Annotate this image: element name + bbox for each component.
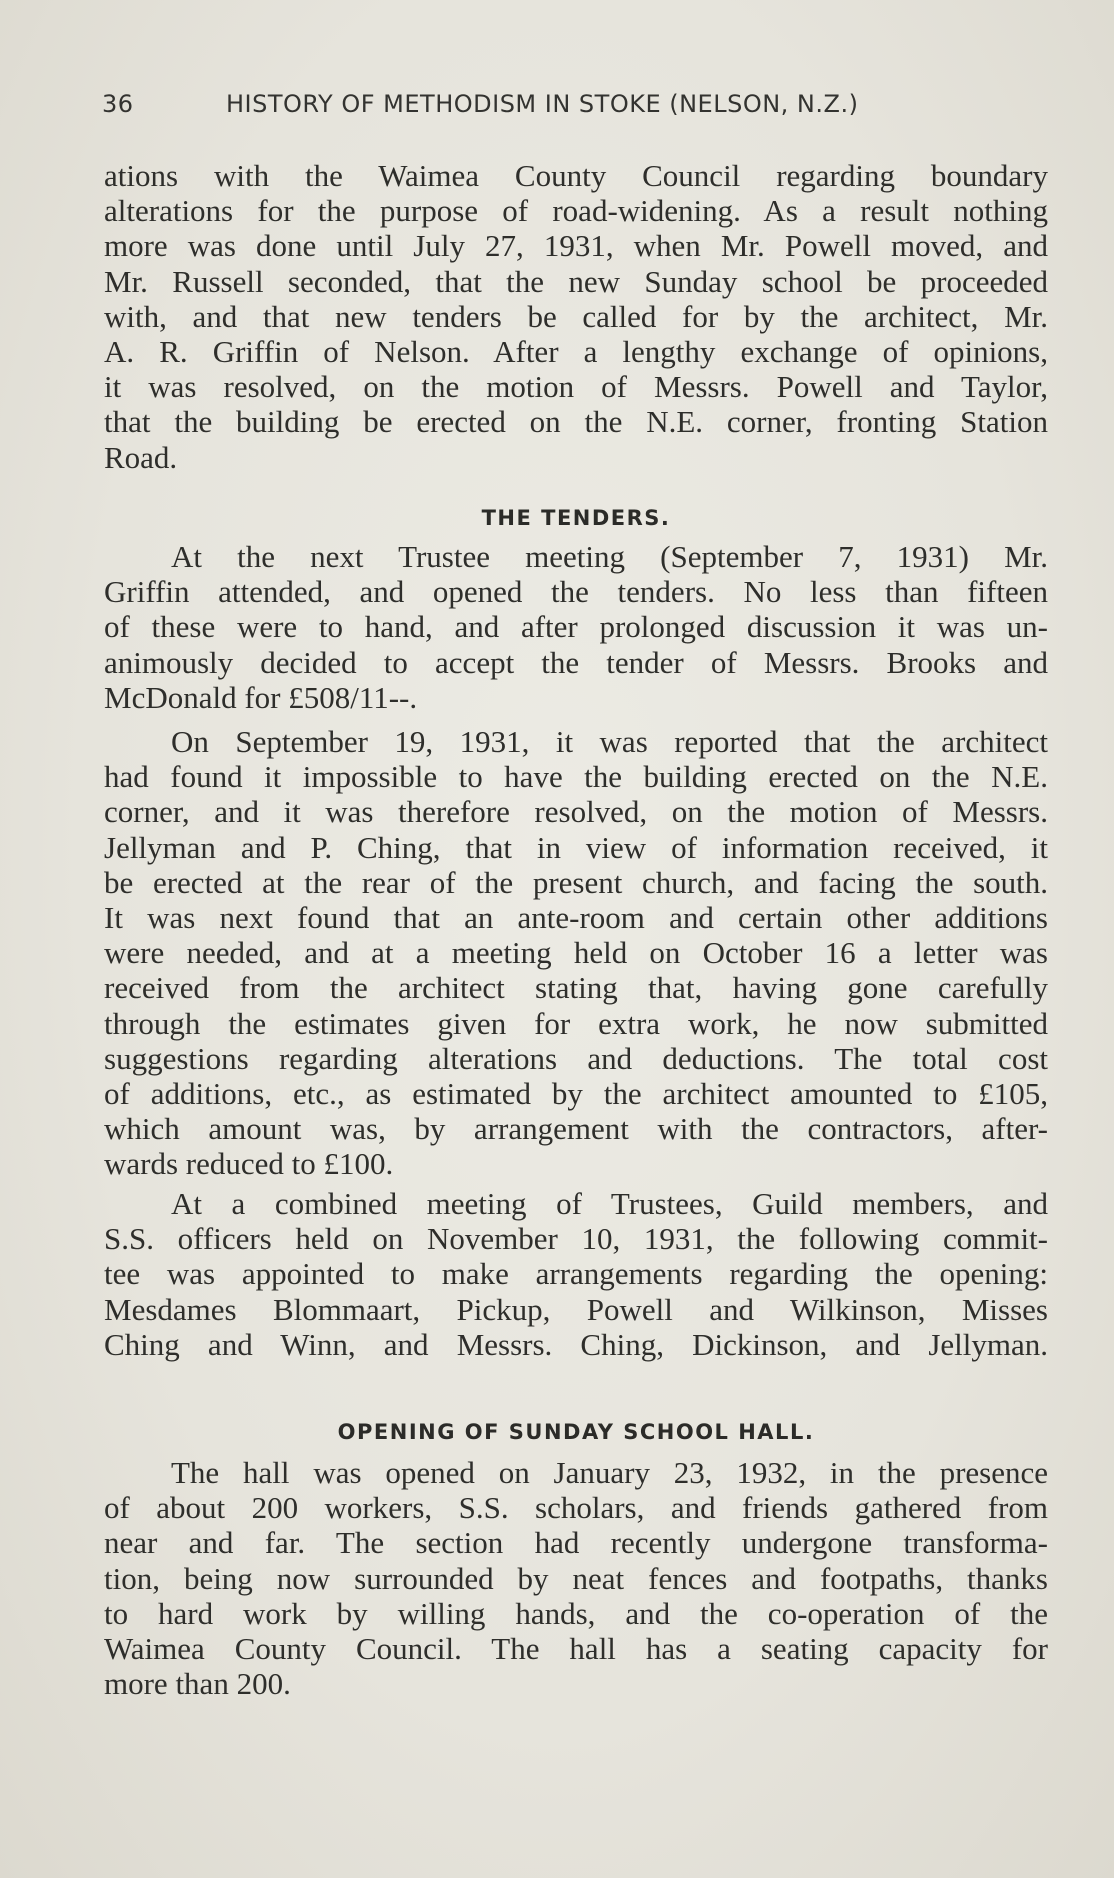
text-line: were needed, and at a meeting held on October 16 a letter was (104, 935, 1048, 971)
text-line: of these were to hand, and after prolonged discussion it was un- (104, 609, 1048, 645)
text-line: It was next found that an ante-room and certain other additions (104, 899, 1048, 935)
text-line: A. R. Griffin of Nelson. After a lengthy exchange of opinions, (104, 333, 1048, 369)
tenders-paragraph-1 (104, 539, 1048, 715)
text-line: which amount was, by arrangement with the contractors, after- (104, 1111, 1048, 1147)
running-title: HISTORY OF METHODISM IN STOKE (NELSON, N.Z.) (226, 90, 859, 118)
text-line: near and far. The section had recently undergone transforma- (104, 1525, 1048, 1561)
text-line: more than 200. (104, 1666, 291, 1702)
text-line: Griffin attended, and opened the tenders. No less than fifteen (104, 574, 1048, 610)
page-number: 36 (102, 90, 134, 118)
text-line: that the building be erected on the N.E. corner, fronting Station (104, 404, 1048, 440)
text-line: ations with the Waimea County Council regarding boundary (104, 158, 1048, 193)
text-line: S.S. officers held on November 10, 1931, the following commit- (104, 1221, 1048, 1257)
opening-paragraph (104, 158, 1048, 475)
running-header (102, 90, 942, 130)
text-line: Road. (104, 439, 178, 475)
text-line: through the estimates given for extra work, he now submitted (104, 1005, 1048, 1041)
text-line: suggestions regarding alterations and deductions. The total cost (104, 1040, 1048, 1076)
text-line: more was done until July 27, 1931, when Mr. Powell moved, and (104, 228, 1048, 264)
text-line: At a combined meeting of Trustees, Guild members, and (171, 1186, 1048, 1221)
text-line: tee was appointed to make arrangements regarding the opening: (104, 1256, 1048, 1292)
opening-hall-paragraph (104, 1455, 1048, 1701)
text-line: of about 200 workers, S.S. scholars, and friends gathered from (104, 1490, 1048, 1526)
text-line: Mesdames Blommaart, Pickup, Powell and Wilkinson, Misses (104, 1291, 1048, 1327)
text-line: be erected at the rear of the present church, and facing the south. (104, 864, 1048, 900)
text-line: Waimea County Council. The hall has a seating capacity for (104, 1630, 1048, 1666)
section-heading-opening: OPENING OF SUNDAY SCHOOL HALL. (337, 1420, 815, 1444)
text-line: animously decided to accept the tender of Messrs. Brooks and (104, 644, 1048, 680)
text-line: Mr. Russell seconded, that the new Sunday school be proceeded (104, 263, 1048, 299)
text-line: Ching and Winn, and Messrs. Ching, Dickinson, and Jellyman. (104, 1326, 1048, 1362)
text-line: At the next Trustee meeting (September 7, 1931) Mr. (171, 539, 1048, 574)
text-line: it was resolved, on the motion of Messrs. Powell and Taylor, (104, 369, 1048, 405)
text-line: McDonald for £508/11--. (104, 679, 418, 715)
text-line: had found it impossible to have the building erected on the N.E. (104, 759, 1048, 795)
text-line: of additions, etc., as estimated by the architect amounted to £105, (104, 1075, 1048, 1111)
tenders-paragraph-3 (104, 1186, 1048, 1362)
text-line: alterations for the purpose of road-widening. As a result nothing (104, 193, 1048, 229)
text-line: with, and that new tenders be called for by the architect, Mr. (104, 298, 1048, 334)
text-line: On September 19, 1931, it was reported that the architect (171, 724, 1048, 759)
text-line: Jellyman and P. Ching, that in view of information received, it (104, 829, 1048, 865)
text-line: The hall was opened on January 23, 1932, in the presence (171, 1455, 1048, 1490)
text-line: tion, being now surrounded by neat fences and footpaths, thanks (104, 1560, 1048, 1596)
text-line: received from the architect stating that, having gone carefully (104, 970, 1048, 1006)
text-line: to hard work by willing hands, and the co-operation of the (104, 1595, 1048, 1631)
text-line: wards reduced to £100. (104, 1146, 394, 1182)
tenders-paragraph-2 (104, 724, 1048, 1181)
text-line: corner, and it was therefore resolved, on the motion of Messrs. (104, 794, 1048, 830)
section-heading-tenders: THE TENDERS. (481, 506, 671, 530)
